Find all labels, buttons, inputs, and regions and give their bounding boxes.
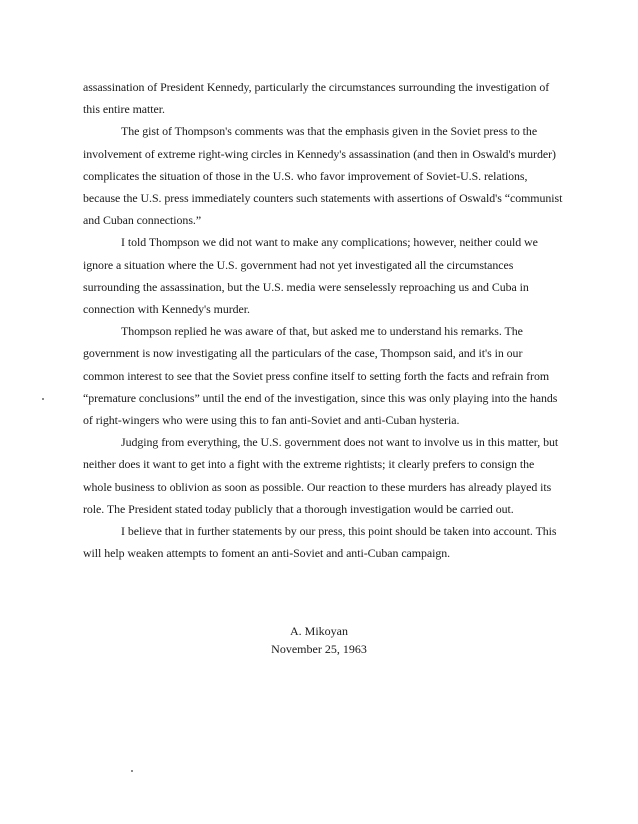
paragraph-thompson-comments: The gist of Thompson's comments was that the emphasis given in the Soviet press to the involvement of extreme right-wing circles in Kennedy's assassination (and then in Oswald's murder) complicates the situation of those in the U.S. who favor improvement of Soviet-U.S. relations, because the U.S. press immediately counters such statements with assertions of Oswald's “communist and Cuban connections.” bbox=[83, 124, 563, 228]
scan-speck bbox=[42, 398, 44, 400]
signature-date: November 25, 1963 bbox=[271, 642, 367, 656]
paragraph-recommendation: I believe that in further statements by our press, this point should be taken into account. This will help weaken attempts to foment an anti-Soviet and anti-Cuban campaign. bbox=[83, 524, 557, 561]
paragraph-assessment: Judging from everything, the U.S. government does not want to involve us in this matter, but neither does it want to get into a fight with the extreme rightists; it clearly prefers to consign the whole business to oblivion as soon as possible. Our reaction to these murders has already played its role. The President stated today publicly that a thorough investigation would be carried out. bbox=[83, 435, 559, 516]
document-body bbox=[83, 76, 565, 564]
paragraph-thompson-reply: Thompson replied he was aware of that, but asked me to understand his remarks. The government is now investigating all the particulars of the case, Thompson said, and it's in our common interest to see that the Soviet press confine itself to setting forth the facts and refrain from “premature conclusions” until the end of the investigation, since this was only playing into the hands of right-wingers who were using this to fan anti-Soviet and anti-Cuban hysteria. bbox=[83, 324, 558, 428]
paragraph-response: I told Thompson we did not want to make any complications; however, neither could we ignore a situation where the U.S. government had not yet investigated all the circumstances surrounding the assassination, but the U.S. media were senselessly reproaching us and Cuba in connection with Kennedy's murder. bbox=[83, 235, 538, 317]
signature-name: A. Mikoyan bbox=[290, 624, 348, 638]
scan-speck bbox=[131, 770, 133, 772]
paragraph-continuation: assassination of President Kennedy, particularly the circumstances surrounding the investigation of this entire matter. bbox=[83, 80, 550, 117]
